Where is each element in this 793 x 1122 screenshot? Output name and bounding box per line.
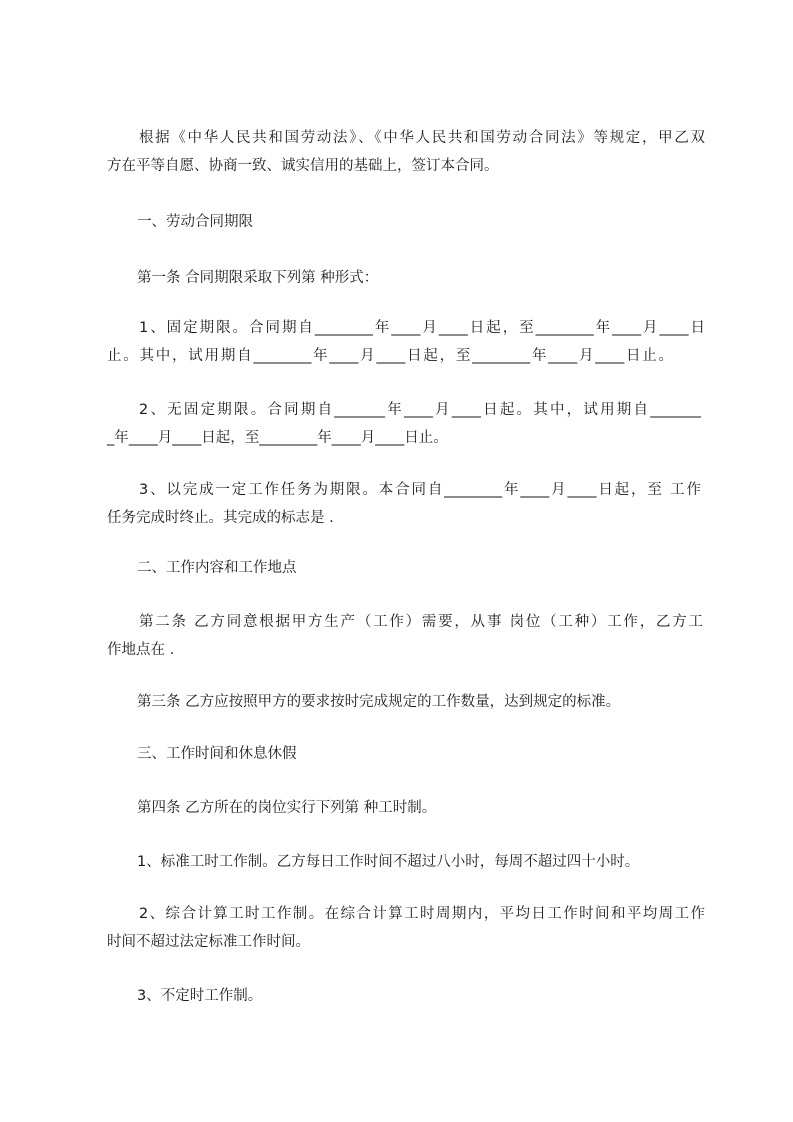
article-3: 第三条 乙方应按照甲方的要求按时完成规定的工作数量，达到规定的标准。 (137, 694, 621, 710)
term-fixed-line-1: 1、固定期限。合同期自________年____月____日起，至________年____月____日 (139, 320, 705, 336)
term-open-line-2: _年____月____日起，至________年____月____日止。 (107, 430, 448, 446)
section-heading-work-content: 二、工作内容和工作地点 (137, 560, 297, 576)
term-task-line-1: 3、以完成一定工作任务为期限。本合同自________年____月____日起，至 工作 (139, 482, 701, 498)
section-heading-working-hours: 三、工作时间和休息休假 (137, 746, 297, 762)
term-fixed-line-2: 止。其中，试用期自________年____月____日起，至________年____月____日止。 (107, 348, 673, 364)
hours-standard: 1、标准工时工作制。乙方每日工作时间不超过八小时，每周不超过四十小时。 (137, 854, 640, 870)
term-task-line-2: 任务完成时终止。其完成的标志是 . (107, 510, 334, 526)
section-heading-contract-term: 一、劳动合同期限 (137, 214, 253, 230)
article-4: 第四条 乙方所在的岗位实行下列第 种工时制。 (137, 800, 437, 816)
intro-line-2: 方在平等自愿、协商一致、诚实信用的基础上，签订本合同。 (107, 158, 499, 174)
hours-flexible: 3、不定时工作制。 (137, 988, 263, 1004)
intro-line-1: 根据《中华人民共和国劳动法》、《中华人民共和国劳动合同法》等规定，甲乙双 (139, 130, 705, 146)
hours-comprehensive-line-1: 2、综合计算工时工作制。在综合计算工时周期内，平均日工作时间和平均周工作 (139, 906, 705, 922)
article-2-line-2: 作地点在 . (107, 642, 175, 658)
article-1: 第一条 合同期限采取下列第 种形式： (137, 270, 379, 286)
hours-comprehensive-line-2: 时间不超过法定标准工作时间。 (107, 934, 310, 950)
term-open-line-1: 2、无固定期限。合同期自_______年____月____日起。其中，试用期自_______ (139, 402, 701, 418)
article-2-line-1: 第二条 乙方同意根据甲方生产（工作）需要，从事 岗位（工种）工作，乙方工 (139, 614, 703, 630)
